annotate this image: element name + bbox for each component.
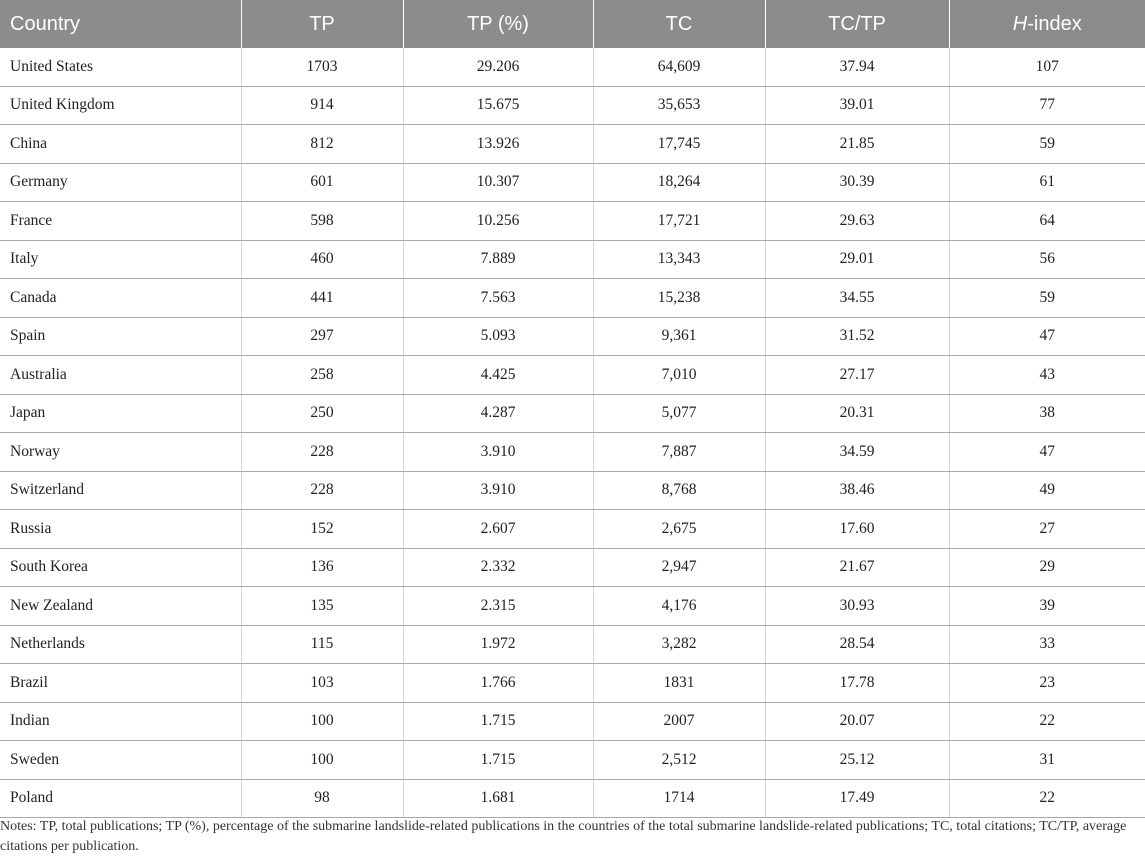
cell-tc-tp: 17.78: [765, 664, 949, 703]
cell-tc: 2,675: [593, 510, 765, 549]
cell-tc-tp: 17.49: [765, 779, 949, 818]
cell-h-index: 23: [949, 664, 1145, 703]
cell-tp-pct: 1.681: [403, 779, 593, 818]
cell-country: Switzerland: [0, 471, 241, 510]
cell-tp: 228: [241, 471, 403, 510]
cell-tp: 115: [241, 625, 403, 664]
cell-h-index: 31: [949, 741, 1145, 780]
header-row: [0, 0, 1145, 48]
cell-tc: 17,745: [593, 125, 765, 164]
cell-tc: 18,264: [593, 163, 765, 202]
cell-tp-pct: 15.675: [403, 86, 593, 125]
header-h-index: [949, 0, 1145, 48]
cell-h-index: 29: [949, 548, 1145, 587]
cell-h-index: 22: [949, 702, 1145, 741]
cell-tc-tp: 39.01: [765, 86, 949, 125]
cell-tp: 250: [241, 394, 403, 433]
cell-tc: 64,609: [593, 48, 765, 86]
cell-tp: 152: [241, 510, 403, 549]
cell-tp-pct: 2.332: [403, 548, 593, 587]
header-tc: TC: [593, 0, 765, 48]
cell-tc-tp: 21.85: [765, 125, 949, 164]
cell-tc: 17,721: [593, 202, 765, 241]
cell-tp-pct: 4.425: [403, 356, 593, 395]
table-row: [0, 702, 1145, 741]
cell-tp: 598: [241, 202, 403, 241]
cell-tp-pct: 1.715: [403, 741, 593, 780]
cell-tp-pct: 7.889: [403, 240, 593, 279]
header-tp: TP: [241, 0, 403, 48]
cell-country: United Kingdom: [0, 86, 241, 125]
cell-tc: 9,361: [593, 317, 765, 356]
cell-country: Norway: [0, 433, 241, 472]
table-row: [0, 356, 1145, 395]
table-row: [0, 664, 1145, 703]
cell-tp-pct: 5.093: [403, 317, 593, 356]
header-tp-pct: TP (%): [403, 0, 593, 48]
cell-country: Canada: [0, 279, 241, 318]
cell-h-index: 47: [949, 433, 1145, 472]
cell-tc-tp: 38.46: [765, 471, 949, 510]
cell-tc-tp: 37.94: [765, 48, 949, 86]
cell-tp-pct: 1.715: [403, 702, 593, 741]
cell-tp-pct: 10.307: [403, 163, 593, 202]
cell-tc: 2,512: [593, 741, 765, 780]
cell-h-index: 33: [949, 625, 1145, 664]
cell-country: Russia: [0, 510, 241, 549]
cell-h-index: 59: [949, 279, 1145, 318]
cell-tp: 100: [241, 702, 403, 741]
cell-tc-tp: 29.63: [765, 202, 949, 241]
cell-country: France: [0, 202, 241, 241]
table-row: [0, 279, 1145, 318]
table-row: [0, 317, 1145, 356]
cell-tc: 15,238: [593, 279, 765, 318]
cell-tp-pct: 1.972: [403, 625, 593, 664]
cell-tp-pct: 7.563: [403, 279, 593, 318]
cell-country: Brazil: [0, 664, 241, 703]
cell-tp-pct: 3.910: [403, 433, 593, 472]
cell-tc: 7,887: [593, 433, 765, 472]
cell-h-index: 56: [949, 240, 1145, 279]
cell-country: Netherlands: [0, 625, 241, 664]
cell-tc-tp: 29.01: [765, 240, 949, 279]
cell-tc: 2007: [593, 702, 765, 741]
cell-h-index: 47: [949, 317, 1145, 356]
cell-country: Poland: [0, 779, 241, 818]
cell-tp: 297: [241, 317, 403, 356]
cell-h-index: 43: [949, 356, 1145, 395]
cell-h-index: 38: [949, 394, 1145, 433]
cell-h-index: 107: [949, 48, 1145, 86]
cell-h-index: 61: [949, 163, 1145, 202]
table-row: [0, 548, 1145, 587]
cell-h-index: 27: [949, 510, 1145, 549]
cell-tp: 601: [241, 163, 403, 202]
table-row: [0, 202, 1145, 241]
cell-tp-pct: 3.910: [403, 471, 593, 510]
cell-tp-pct: 2.607: [403, 510, 593, 549]
cell-tc: 7,010: [593, 356, 765, 395]
cell-tp: 914: [241, 86, 403, 125]
cell-tc-tp: 34.55: [765, 279, 949, 318]
cell-tp: 258: [241, 356, 403, 395]
cell-tc-tp: 20.07: [765, 702, 949, 741]
cell-h-index: 22: [949, 779, 1145, 818]
cell-country: Japan: [0, 394, 241, 433]
cell-h-index: 64: [949, 202, 1145, 241]
table-row: [0, 510, 1145, 549]
cell-tp: 136: [241, 548, 403, 587]
cell-tc: 13,343: [593, 240, 765, 279]
cell-tc-tp: 30.93: [765, 587, 949, 626]
cell-tc-tp: 25.12: [765, 741, 949, 780]
cell-h-index: 39: [949, 587, 1145, 626]
cell-country: Sweden: [0, 741, 241, 780]
cell-country: Italy: [0, 240, 241, 279]
cell-tc-tp: 28.54: [765, 625, 949, 664]
cell-tp-pct: 13.926: [403, 125, 593, 164]
table-row: [0, 394, 1145, 433]
cell-tc-tp: 34.59: [765, 433, 949, 472]
cell-country: South Korea: [0, 548, 241, 587]
cell-country: Spain: [0, 317, 241, 356]
cell-tp-pct: 10.256: [403, 202, 593, 241]
table-row: [0, 125, 1145, 164]
cell-tc: 4,176: [593, 587, 765, 626]
cell-tp: 460: [241, 240, 403, 279]
table-notes: Notes: TP, total publications; TP (%), percentage of the submarine landslide-related publications in the countries of the total submarine landslide-related publications; TC, total citations; TC/TP, average citations per publication.: [0, 819, 1127, 854]
cell-h-index: 59: [949, 125, 1145, 164]
table-row: [0, 48, 1145, 86]
table-row: [0, 741, 1145, 780]
h-italic-letter: H: [1012, 12, 1028, 35]
h-index-suffix: -index: [1027, 12, 1082, 35]
cell-country: Australia: [0, 356, 241, 395]
header-country: Country: [0, 0, 241, 48]
cell-tc: 35,653: [593, 86, 765, 125]
cell-tp: 228: [241, 433, 403, 472]
cell-tp: 441: [241, 279, 403, 318]
cell-tc-tp: 20.31: [765, 394, 949, 433]
cell-tp-pct: 4.287: [403, 394, 593, 433]
cell-tp: 812: [241, 125, 403, 164]
cell-tc: 5,077: [593, 394, 765, 433]
cell-tc-tp: 31.52: [765, 317, 949, 356]
cell-tc: 2,947: [593, 548, 765, 587]
cell-tc-tp: 17.60: [765, 510, 949, 549]
cell-tc-tp: 30.39: [765, 163, 949, 202]
cell-tc: 3,282: [593, 625, 765, 664]
cell-tp: 103: [241, 664, 403, 703]
cell-tc: 8,768: [593, 471, 765, 510]
table-row: [0, 779, 1145, 818]
cell-country: New Zealand: [0, 587, 241, 626]
table-row: [0, 471, 1145, 510]
table-row: [0, 625, 1145, 664]
cell-tc: 1714: [593, 779, 765, 818]
cell-country: Germany: [0, 163, 241, 202]
cell-tp: 100: [241, 741, 403, 780]
cell-tp: 98: [241, 779, 403, 818]
cell-tp-pct: 29.206: [403, 48, 593, 86]
cell-tc-tp: 21.67: [765, 548, 949, 587]
cell-tp: 1703: [241, 48, 403, 86]
cell-tp-pct: 2.315: [403, 587, 593, 626]
cell-tp: 135: [241, 587, 403, 626]
cell-country: China: [0, 125, 241, 164]
table-row: [0, 86, 1145, 125]
table-row: [0, 240, 1145, 279]
cell-h-index: 49: [949, 471, 1145, 510]
cell-tc-tp: 27.17: [765, 356, 949, 395]
table-row: [0, 163, 1145, 202]
cell-country: Indian: [0, 702, 241, 741]
header-tc-tp: TC/TP: [765, 0, 949, 48]
cell-country: United States: [0, 48, 241, 86]
cell-tp-pct: 1.766: [403, 664, 593, 703]
table-row: [0, 587, 1145, 626]
table-row: [0, 433, 1145, 472]
cell-h-index: 77: [949, 86, 1145, 125]
cell-tc: 1831: [593, 664, 765, 703]
